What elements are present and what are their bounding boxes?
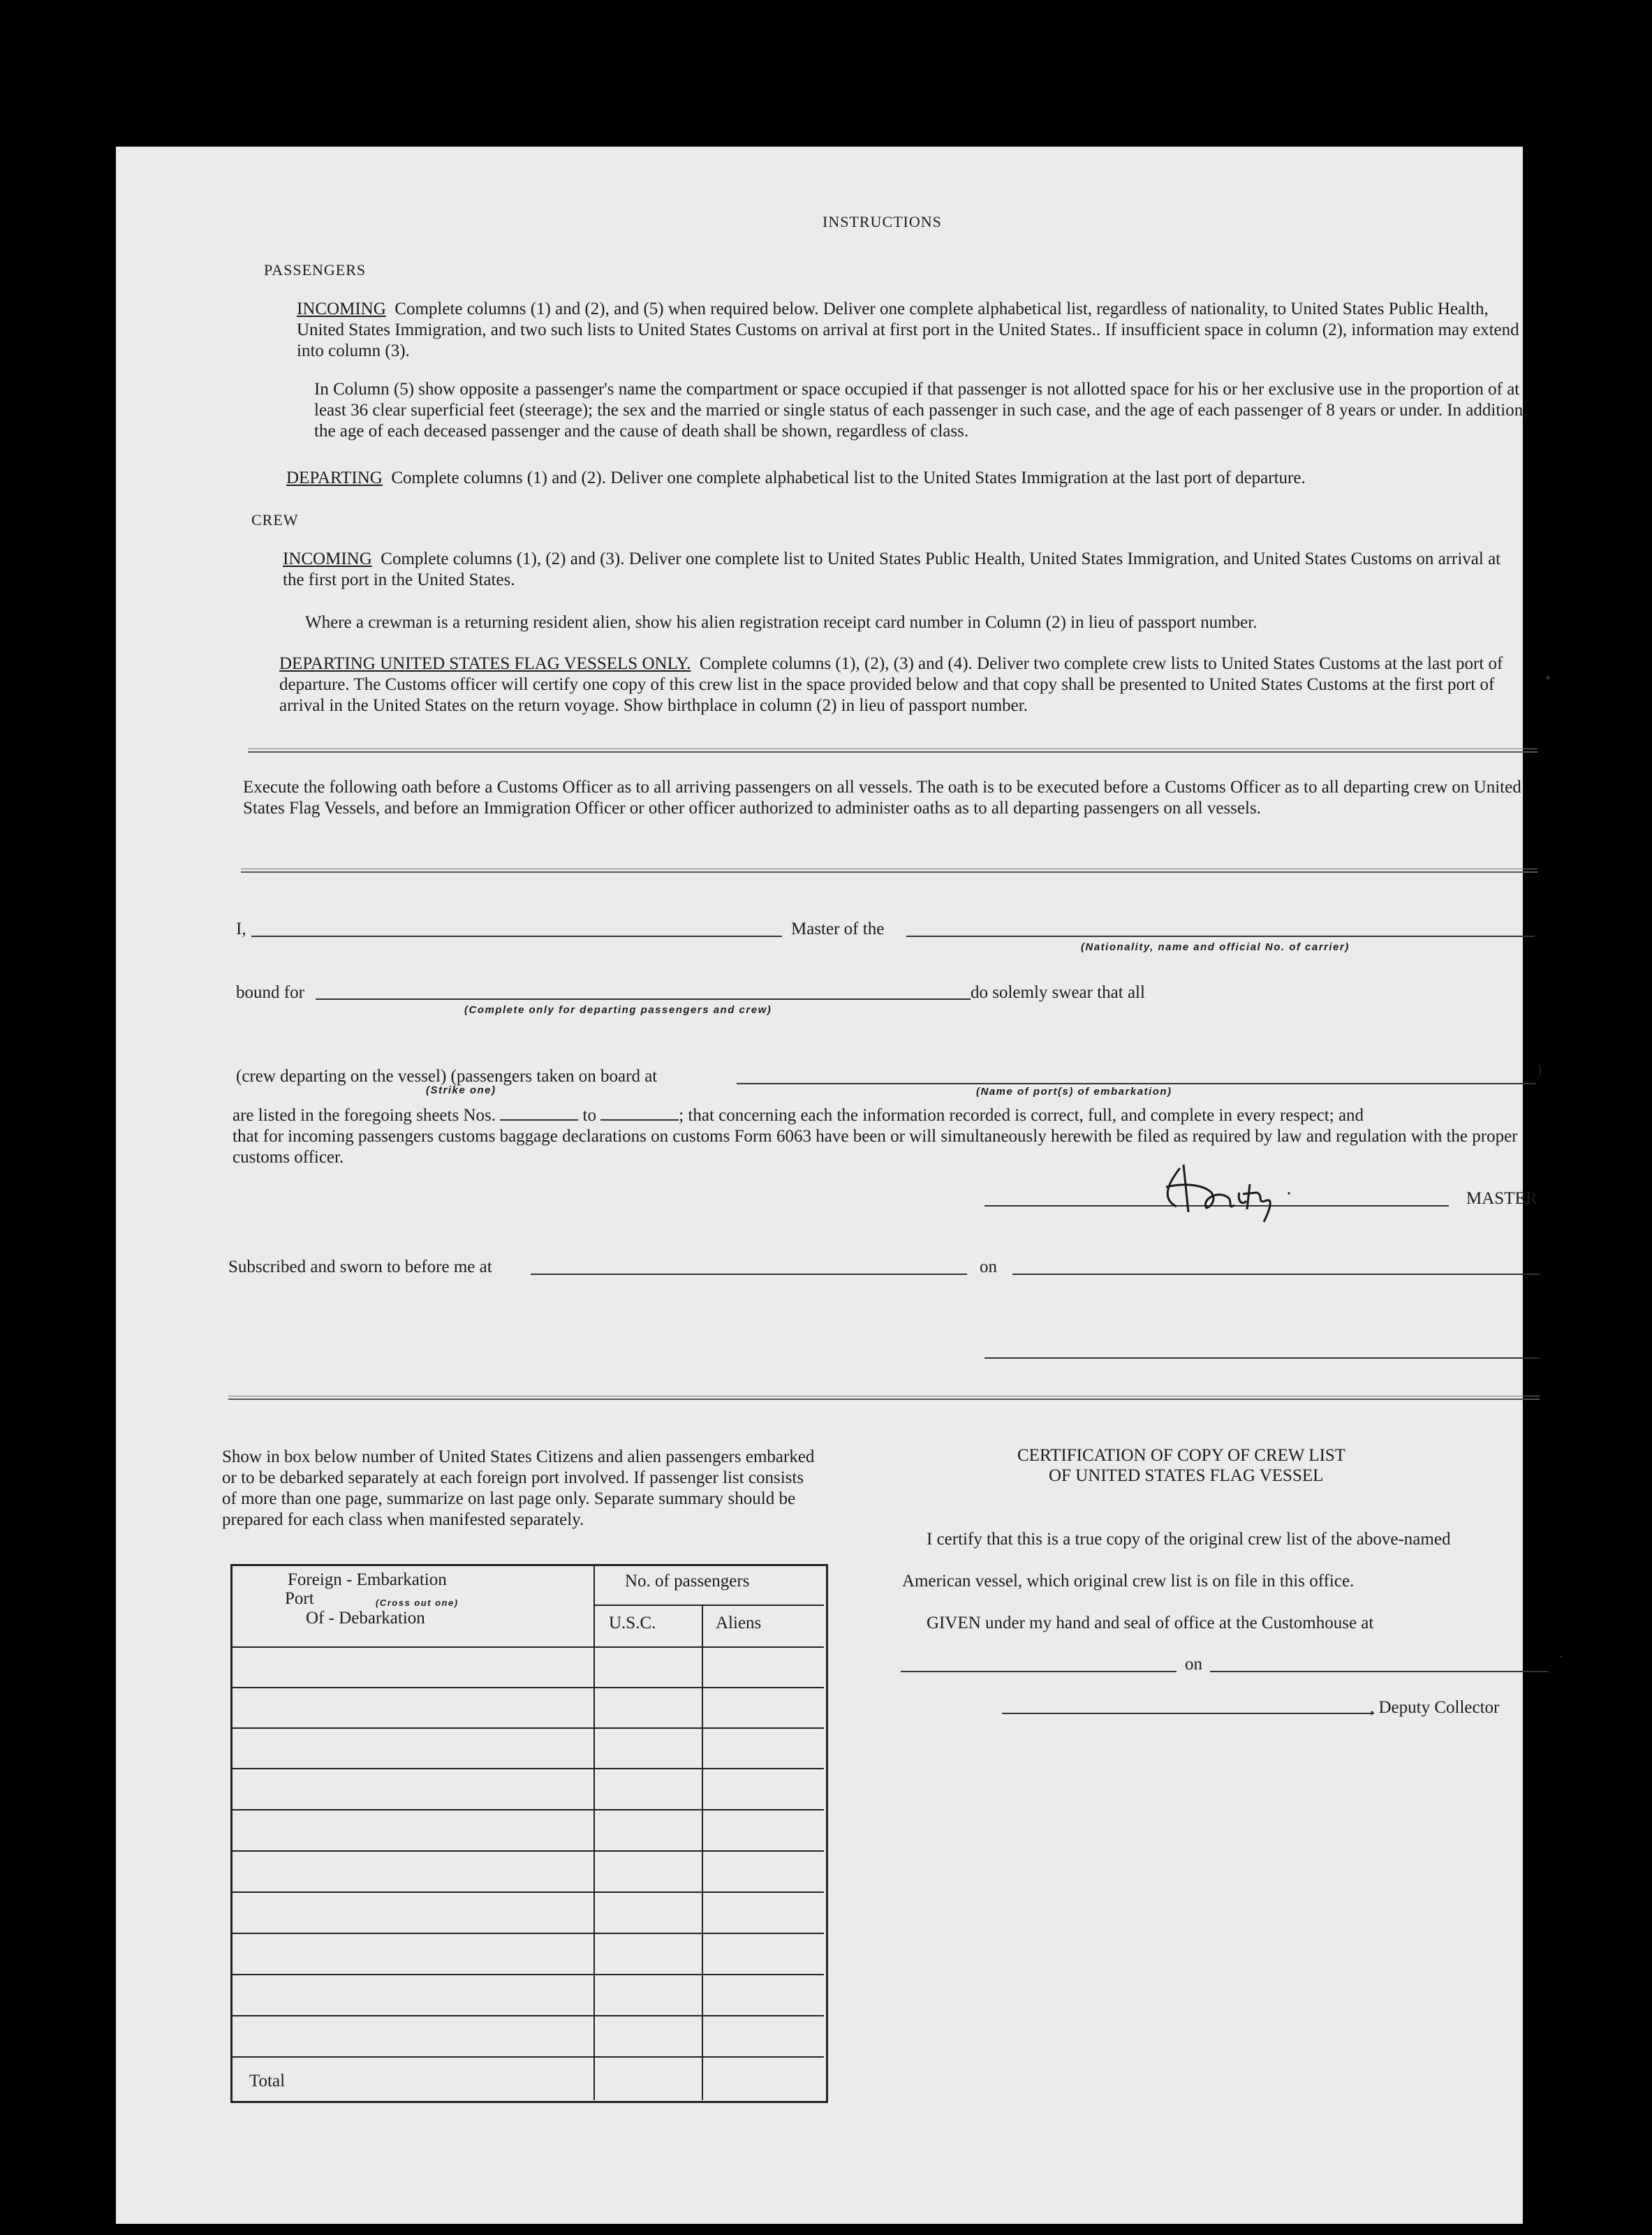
sheets-to: to	[582, 1106, 596, 1125]
subscribed-date-field[interactable]	[1012, 1274, 1540, 1275]
cert-title-2: OF UNITED STATES FLAG VESSEL	[1049, 1466, 1324, 1485]
scan-mark: •	[1545, 669, 1551, 686]
passengers-column5-text: In Column (5) show opposite a passenger's name the compartment or space occupied if that passenger is not allotted space for his or her exclusive use in the proportion of at least 36 clear superficial feet (steerage); the sex and the married or single status of each passenger in such case, and the age of each passenger of 8 years or under. In addition, the age of each deceased passenger and the cause of death shall be shown, regardless of class.	[314, 380, 1528, 441]
passenger-summary-table	[230, 1564, 828, 2103]
master-signature	[1145, 1151, 1341, 1227]
nationality-caption: (Nationality, name and official No. of carrier)	[1081, 941, 1350, 953]
master-name-field[interactable]	[251, 936, 782, 937]
col-aliens: Aliens	[716, 1614, 762, 1632]
table-row	[233, 2056, 824, 2058]
col-usc: U.S.C.	[609, 1614, 656, 1632]
col-passengers: No. of passengers	[625, 1572, 750, 1591]
master-of-label: Master of the	[791, 920, 885, 938]
table-divider	[593, 1605, 824, 1606]
page-title: INSTRUCTIONS	[823, 213, 942, 230]
table-row	[233, 1809, 824, 1810]
crew-departing-text: Complete columns (1), (2), (3) and (4). Deliver two complete crew lists to United States Customs at the last port of departure. The Customs officer will certify one copy of this crew list in the space provided below and that copy shall be presented to United States Customs at the first port of arrival in the United States on the return voyage. Show birthplace in column (2) in lieu of passport number.	[279, 654, 1503, 715]
table-row	[233, 1891, 824, 1893]
table-row	[233, 1727, 824, 1729]
crew-incoming-text: Complete columns (1), (2) and (3). Deliver one complete list to United States Public Health, United States Immigration, and United States Customs on arrival at the first port in the United States.	[283, 549, 1501, 589]
table-row	[233, 1933, 824, 1934]
passengers-incoming-block	[297, 299, 1540, 362]
passengers-departing-text: Complete columns (1) and (2). Deliver one complete alphabetical list to the United States Immigration at the last port of departure.	[391, 469, 1306, 487]
crew-crewman-text: Where a crewman is a returning resident alien, show his alien registration receipt card number in Column (2) in lieu of passport number.	[305, 613, 1258, 632]
bound-for-label: bound for	[236, 983, 304, 1002]
sheets-post: ; that concerning each the information recorded is correct, full, and complete in every respect; and	[679, 1106, 1364, 1125]
crew-incoming-label: INCOMING	[283, 549, 372, 568]
total-label: Total	[249, 2072, 286, 2090]
sheet-from-field[interactable]	[500, 1105, 578, 1121]
crew-heading: CREW	[251, 511, 299, 529]
bound-caption: (Complete only for departing passengers and crew)	[464, 1004, 772, 1016]
subscribed-on-label: on	[980, 1257, 997, 1276]
col-foreign-1: Foreign - Embarkation	[288, 1570, 447, 1589]
table-divider	[593, 1565, 595, 2100]
sheets-pre: are listed in the foregoing sheets Nos.	[233, 1106, 496, 1125]
sheets-cont: that for incoming passengers customs baggage declarations on customs Form 6063 have been or will simultaneously herewith be filed as required by law and regulation with the proper customs officer.	[233, 1127, 1518, 1167]
summary-instruction: Show in box below number of United States Citizens and alien passengers embarked or to be debarked separately at each foreign port involved. If passenger list consists of more than one page, summarize on last page only. Separate summary should be prepared for each class when manifested separately.	[222, 1447, 815, 1529]
cert-date-field[interactable]	[1210, 1671, 1549, 1672]
officer-signature-field[interactable]	[984, 1357, 1540, 1359]
table-row	[233, 1974, 824, 1975]
section-divider	[248, 748, 1537, 753]
table-row	[233, 1768, 824, 1769]
crew-departing-label: DEPARTING UNITED STATES FLAG VESSELS ONLY.	[279, 654, 691, 673]
oath-instruction: Execute the following oath before a Customs Officer as to all arriving passengers on all vessels. The oath is to be executed before a Customs Officer as to all departing crew on United States Flag Vessels, and before an Immigration Officer or other officer authorized to administer oaths as to all departing passengers on all vessels.	[243, 778, 1521, 818]
table-row	[233, 1646, 824, 1648]
passengers-heading: PASSENGERS	[264, 261, 367, 279]
cert-title-1: CERTIFICATION OF COPY OF CREW LIST	[1017, 1446, 1346, 1465]
table-divider	[702, 1605, 703, 2100]
cert-on-label: on	[1185, 1655, 1202, 1674]
close-paren: )	[1536, 1061, 1542, 1079]
scan-mark: ·	[1558, 1648, 1564, 1665]
oath-i-label: I,	[236, 920, 246, 938]
port-field[interactable]	[737, 1083, 1536, 1084]
sheets-line	[233, 1105, 1364, 1126]
table-row	[233, 1850, 824, 1852]
table-row	[233, 1687, 824, 1688]
col-foreign-2: Port	[285, 1589, 314, 1608]
col-foreign-3: Of - Debarkation	[306, 1609, 425, 1628]
passengers-departing-block	[286, 468, 1543, 489]
swear-label: do solemly swear that all	[971, 983, 1145, 1002]
subscribed-label: Subscribed and sworn to before me at	[228, 1257, 492, 1276]
cert-line-3: GIVEN under my hand and seal of office at the Customhouse at	[927, 1614, 1374, 1632]
cert-line-1: I certify that this is a true copy of the original crew list of the above-named	[927, 1530, 1451, 1549]
passengers-departing-label: DEPARTING	[286, 469, 383, 487]
port-caption: (Name of port(s) of embarkation)	[976, 1086, 1172, 1098]
bound-for-field[interactable]	[316, 998, 971, 1000]
master-label: MASTER	[1466, 1189, 1537, 1208]
sheet-to-field[interactable]	[600, 1105, 679, 1121]
strike-text: (crew departing on the vessel) (passengers taken on board at	[236, 1067, 658, 1086]
cert-customhouse-field[interactable]	[901, 1671, 1177, 1672]
section-divider	[228, 1396, 1540, 1400]
cert-line-2: American vessel, which original crew list is on file in this office.	[902, 1572, 1355, 1591]
deputy-signature-field[interactable]	[1002, 1713, 1374, 1714]
deputy-label: , Deputy Collector	[1370, 1698, 1500, 1717]
passengers-incoming-text: Complete columns (1) and (2), and (5) when required below. Deliver one complete alphabetical list, regardless of nationality, to United States Public Health, United States Immigration, and two such lists to United States Customs on arrival at first port in the United States.. If insufficient space in column (2), information may extend into column (3).	[297, 300, 1519, 360]
passengers-incoming-label: INCOMING	[297, 300, 386, 318]
col-foreign-caption: (Cross out one)	[376, 1598, 459, 1608]
strike-caption: (Strike one)	[426, 1084, 496, 1096]
section-divider	[241, 869, 1537, 873]
crew-incoming-block	[283, 549, 1519, 591]
subscribed-place-field[interactable]	[531, 1274, 967, 1275]
carrier-field[interactable]	[906, 936, 1535, 937]
table-row	[233, 2015, 824, 2016]
crew-departing-block	[279, 654, 1529, 716]
